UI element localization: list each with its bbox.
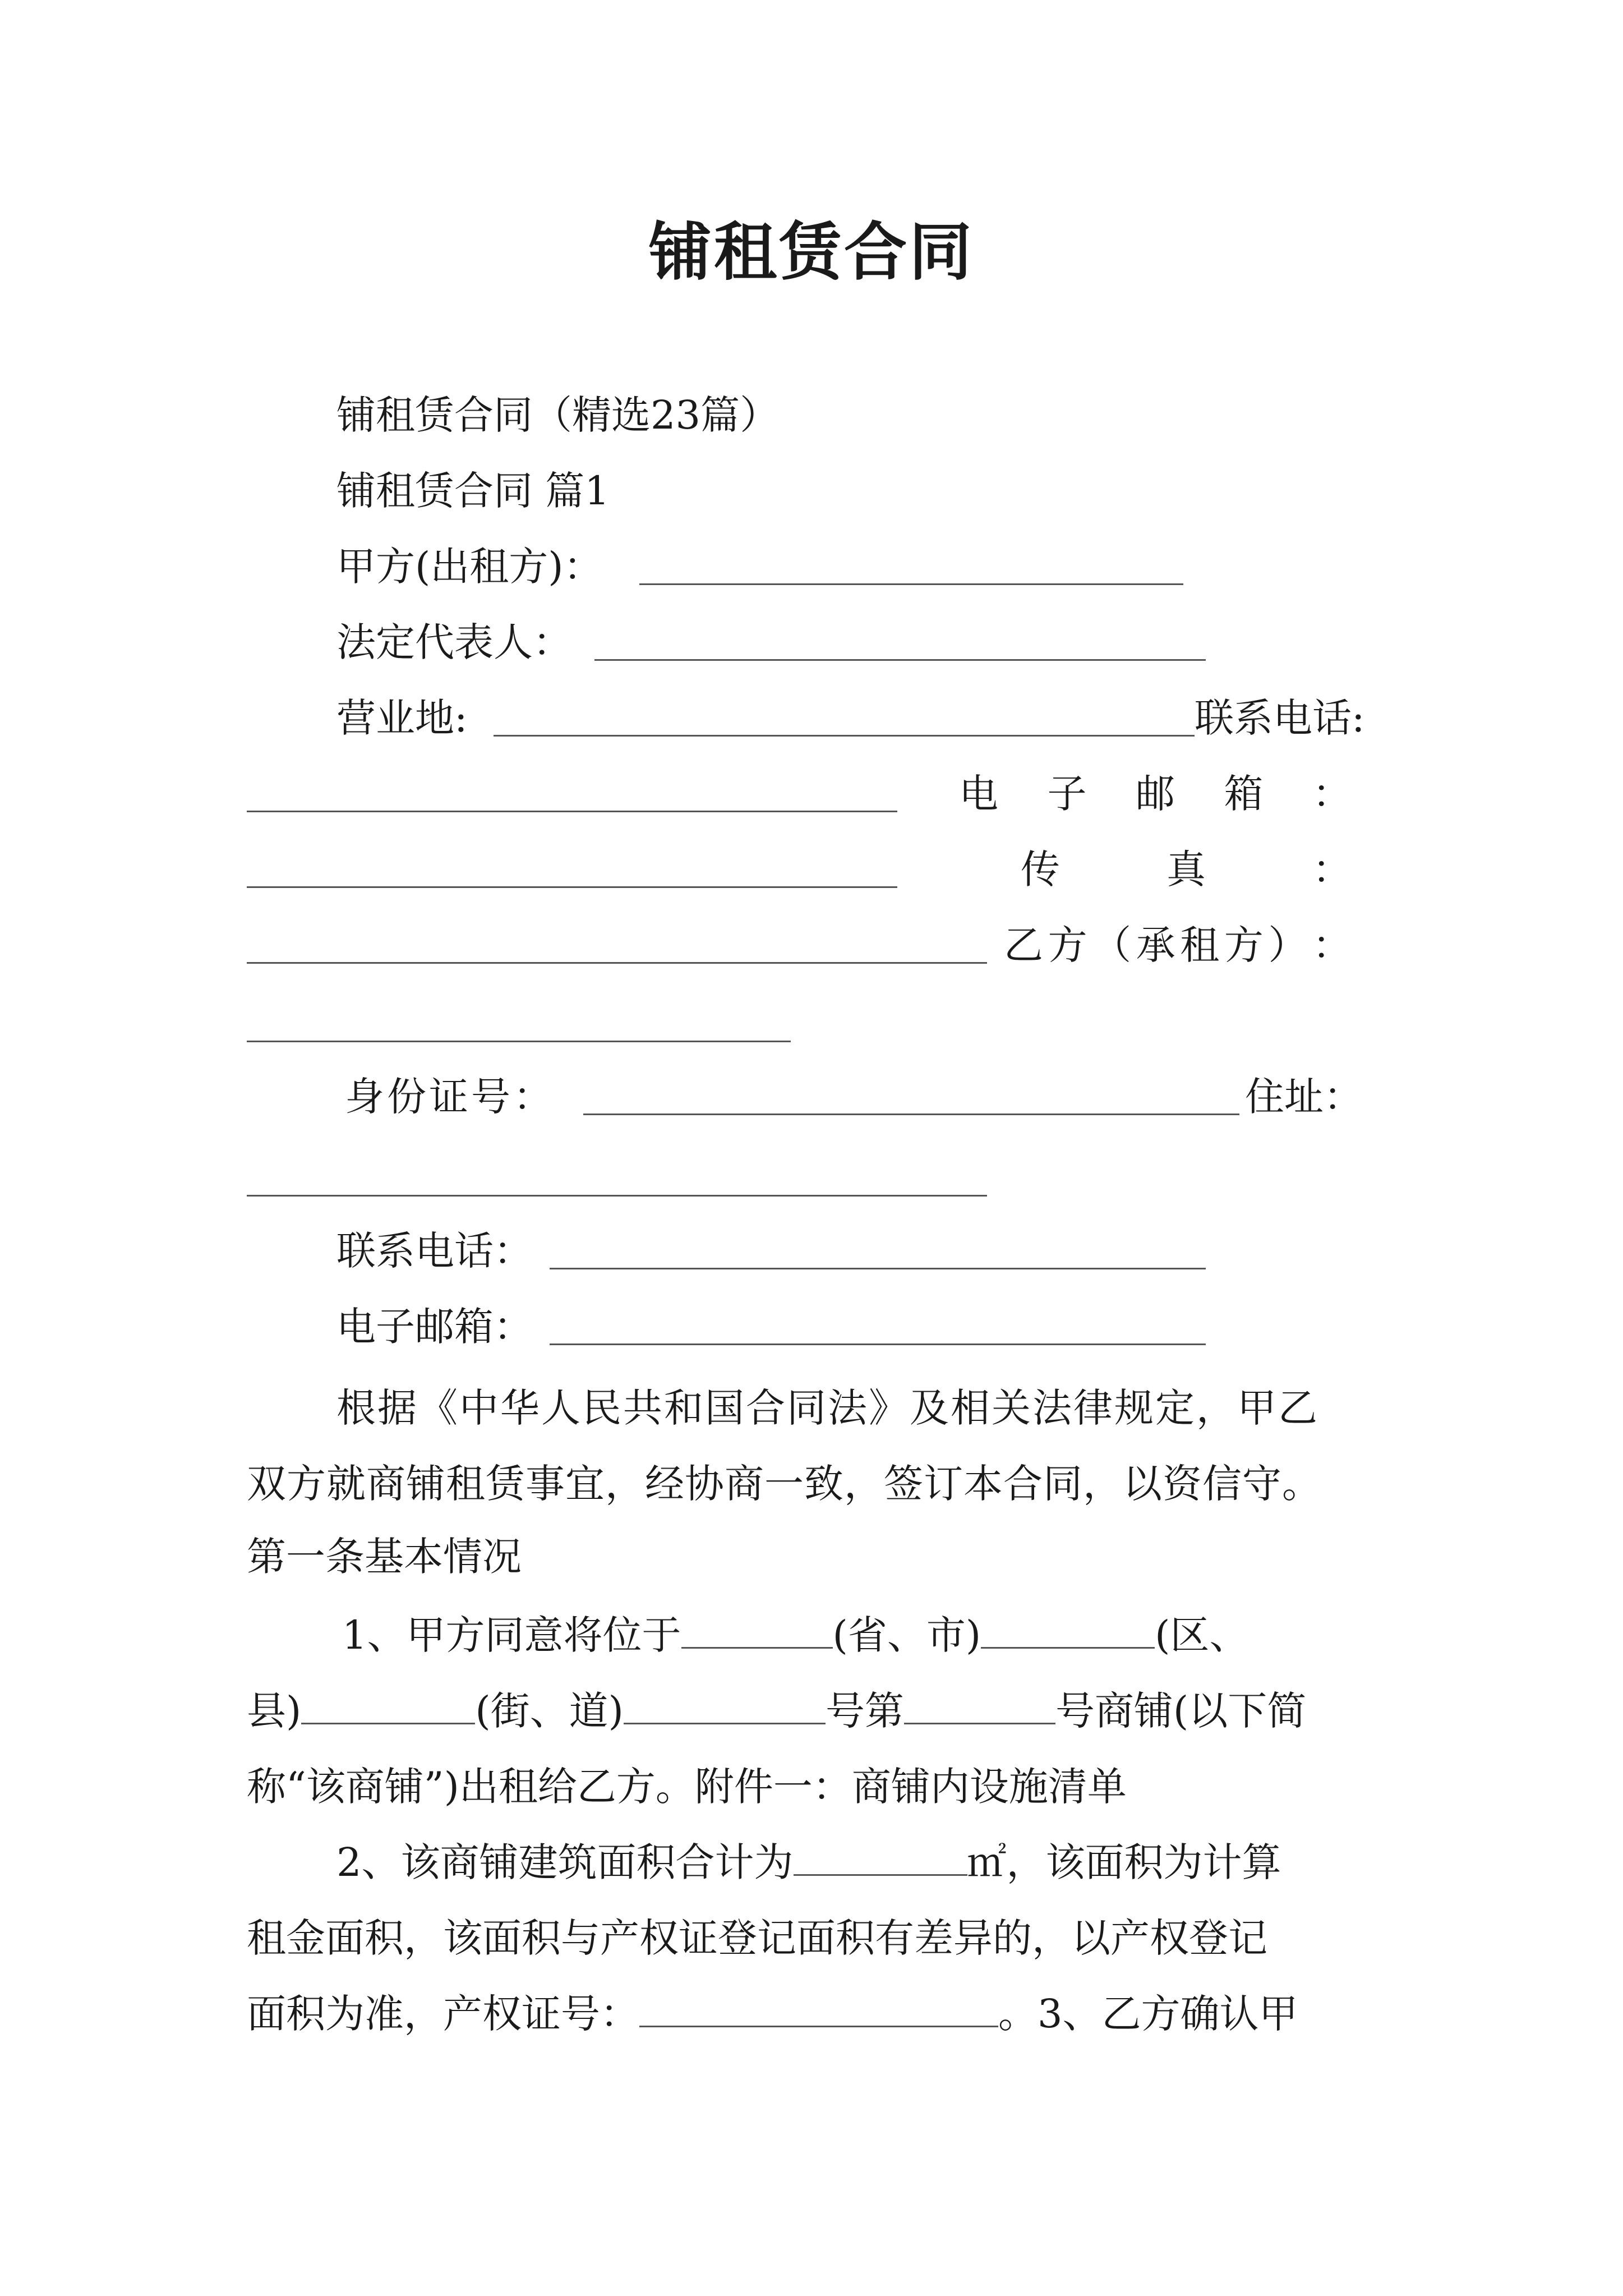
email-b-blank[interactable] [550, 1343, 1206, 1345]
clause-2-text: 2、该商铺建筑面积合计为 [336, 1839, 794, 1885]
business-address-label: 营业地: [336, 695, 468, 741]
fax-char: ： [1312, 846, 1352, 892]
email-a-char: 邮 [1136, 771, 1175, 817]
email-b-label: 电子邮箱： [336, 1304, 533, 1350]
party-b-char: 乙 [1004, 922, 1043, 968]
business-address-blank[interactable] [494, 735, 1195, 737]
street-blank[interactable] [301, 1686, 475, 1724]
number-blank[interactable] [624, 1686, 826, 1724]
clause-1-text: (区、 [1155, 1612, 1249, 1658]
address-char: 址 [1284, 1074, 1324, 1120]
fax-label [1021, 841, 1352, 898]
email-a-label [959, 766, 1352, 822]
contact-phone-a-label: 联系电话: [1195, 695, 1365, 741]
article-1-heading: 第一条基本情况 [247, 1534, 522, 1580]
clause-1-line-3: 称“该商铺”)出租给乙方。附件一：商铺内设施清单 [247, 1764, 1127, 1810]
intro-line-1: 根据《中华人民共和国合同法》及相关法律规定，甲乙 [336, 1385, 1319, 1431]
intro-line-2: 双方就商铺租赁事宜，经协商一致，签订本合同，以资信守。 [247, 1461, 1322, 1507]
clause-2-line-3 [247, 1986, 1298, 2042]
party-a-blank[interactable] [639, 583, 1183, 585]
fax-blank[interactable] [247, 962, 987, 964]
contact-phone-a-blank[interactable] [247, 811, 897, 812]
contact-phone-b-label: 联系电话： [336, 1228, 533, 1274]
party-b-char: （ [1092, 922, 1132, 968]
id-number-label [345, 1069, 552, 1125]
party-b-char: 方 [1224, 922, 1264, 968]
shop-number-blank[interactable] [904, 1686, 1055, 1724]
address-blank[interactable] [247, 1195, 987, 1197]
clause-1-text: (省、市) [832, 1612, 981, 1658]
clause-2-line-2: 租金面积，该面积与产权证登记面积有差异的，以产权登记 [247, 1915, 1267, 1961]
section-heading: 铺租赁合同 篇1 [336, 468, 610, 514]
id-char: 份 [387, 1074, 426, 1120]
clause-1-text: 号商铺(以下简 [1055, 1688, 1307, 1734]
clause-1-text: (街、道) [475, 1688, 624, 1734]
province-blank[interactable] [681, 1610, 833, 1649]
party-b-char: ） [1268, 922, 1308, 968]
document-title: 铺租赁合同 [649, 215, 974, 289]
id-char: 身 [345, 1074, 384, 1120]
clause-1-line-2 [247, 1683, 1306, 1739]
id-number-blank[interactable] [583, 1114, 1239, 1115]
party-b-char: ： [1312, 922, 1352, 968]
address-label [1245, 1069, 1363, 1125]
email-a-char: 箱 [1224, 771, 1264, 817]
area-blank[interactable] [794, 1837, 967, 1876]
email-a-blank[interactable] [247, 886, 897, 888]
fax-char: 传 [1021, 846, 1060, 892]
clause-2-text: 面积为准，产权证号： [247, 1991, 639, 2037]
party-b-char: 租 [1180, 922, 1220, 968]
party-b-char: 方 [1048, 922, 1087, 968]
party-b-char: 承 [1136, 922, 1175, 968]
district-blank[interactable] [981, 1610, 1155, 1649]
email-a-char: ： [1312, 771, 1352, 817]
id-char: 号 [471, 1074, 510, 1120]
party-a-label: 甲方(出租方)： [336, 544, 603, 590]
document-subtitle: 铺租赁合同（精选23篇） [336, 392, 780, 438]
clause-1-line-1 [342, 1607, 1248, 1663]
party-b-blank[interactable] [247, 1041, 791, 1042]
address-char: ： [1324, 1074, 1363, 1120]
email-a-char: 电 [959, 771, 998, 817]
id-char: 证 [429, 1074, 468, 1120]
clause-2-line-1 [336, 1834, 1281, 1890]
legal-rep-blank[interactable] [594, 659, 1206, 661]
title-certificate-blank[interactable] [639, 1989, 998, 2027]
clause-2-text: 。3、乙方确认甲 [998, 1991, 1298, 2037]
clause-1-text: 号第 [825, 1688, 904, 1734]
fax-char: 真 [1166, 846, 1206, 892]
contact-phone-b-blank[interactable] [550, 1268, 1206, 1269]
legal-rep-label: 法定代表人： [336, 619, 572, 665]
email-a-char: 子 [1047, 771, 1087, 817]
clause-1-text: 1、甲方同意将位于 [342, 1612, 681, 1658]
party-b-label [1004, 917, 1352, 973]
id-char: ： [513, 1074, 552, 1120]
clause-1-text: 县) [247, 1688, 302, 1734]
address-char: 住 [1245, 1074, 1284, 1120]
clause-2-text: ㎡，该面积为计算 [967, 1839, 1281, 1885]
